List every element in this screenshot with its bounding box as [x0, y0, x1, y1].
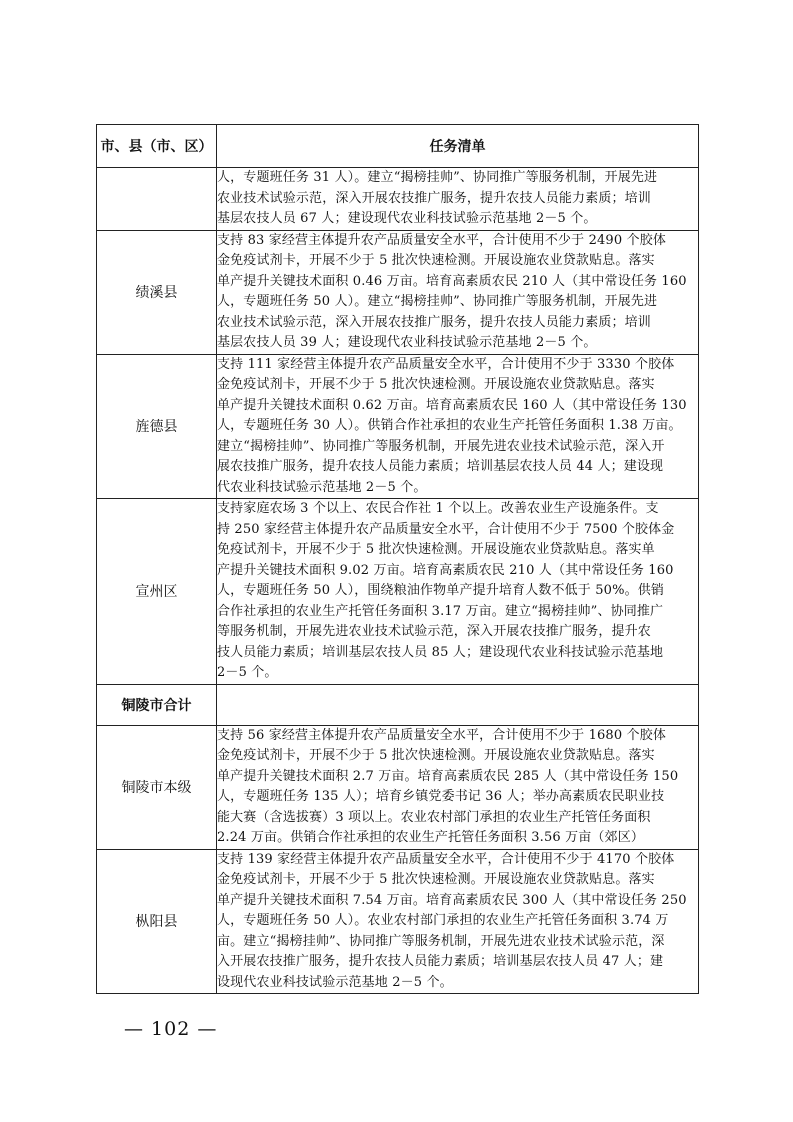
task-line: 设现代农业科技试验示范基地 2－5 个。	[217, 974, 453, 990]
task-line: 入开展农技推广服务，提升农技人员能力素质；培训基层农技人员 47 人；建	[217, 954, 664, 969]
task-line: 能大赛（含选拔赛）3 项以上。农业农村部门承担的农业生产托管任务面积	[217, 809, 651, 825]
tasks-cell	[217, 168, 699, 231]
table-row	[97, 230, 699, 354]
region-cell: 枞阳县	[97, 849, 217, 994]
region-cell	[97, 168, 217, 231]
task-line: 人，专题班任务 50 人），围绕粮油作物单产提升培育人数不低于 50%。供销	[217, 583, 665, 598]
subtotal-tasks-cell	[217, 684, 699, 725]
task-line: 基层农技人员 39 人；建设现代农业科技试验示范基地 2－5 个。	[217, 335, 597, 350]
task-line: 亩。建立“揭榜挂帅”、协同推广等服务机制，开展先进农业技术试验示范，深	[217, 933, 665, 949]
region-cell: 旌德县	[97, 354, 217, 499]
task-line: 免疫试剂卡，开展不少于 5 批次快速检测。开展设施农业贷款贴息。落实单	[217, 542, 655, 557]
task-line: 人，专题班任务 135 人）；培育乡镇党委书记 36 人；举办高素质农民职业技	[217, 789, 665, 804]
task-line: 人，专题班任务 30 人）。供销合作社承担的农业生产托管任务面积 1.38 万亩。	[217, 418, 682, 433]
region-column-header: 市、县（市、区）	[97, 125, 217, 168]
table-row	[97, 725, 699, 849]
task-line: 农业技术试验示范，深入开展农技推广服务，提升农技人员能力素质；培训	[217, 314, 651, 330]
task-line: 金免疫试剂卡，开展不少于 5 批次快速检测。开展设施农业贷款贴息。落实	[217, 377, 655, 392]
task-list-table	[96, 124, 699, 994]
table-row	[97, 849, 699, 994]
page-number: — 102 —	[124, 1018, 218, 1040]
table-row	[97, 354, 699, 499]
task-line: 建立“揭榜挂帅”、协同推广等服务机制，开展先进农业技术试验示范，深入开	[217, 438, 665, 454]
task-line: 2.24 万亩。供销合作社承担的农业生产托管任务面积 3.56 万亩（郊区）	[217, 830, 644, 845]
task-line: 代农业科技试验示范基地 2－5 个。	[217, 479, 427, 495]
table-header-row	[97, 125, 699, 168]
subtotal-row	[97, 684, 699, 725]
task-line: 持 250 家经营主体提升农产品质量安全水平，合计使用不少于 7500 个胶体金	[217, 521, 675, 537]
task-line: 金免疫试剂卡，开展不少于 5 批次快速检测。开展设施农业贷款贴息。落实	[217, 872, 655, 887]
tasks-cell	[217, 230, 699, 354]
tasks-cell	[217, 849, 699, 994]
task-line: 金免疫试剂卡，开展不少于 5 批次快速检测。开展设施农业贷款贴息。落实	[217, 748, 655, 763]
task-line: 技人员能力素质；培训基层农技人员 85 人；建设现代农业科技试验示范基地	[217, 644, 664, 660]
task-line: 单产提升关键技术面积 2.7 万亩。培育高素质农民 285 人（其中常设任务 150	[217, 768, 679, 784]
tasks-cell	[217, 725, 699, 849]
task-line: 人，专题班任务 50 人）。建立“揭榜挂帅”、协同推广等服务机制，开展先进	[217, 294, 658, 309]
task-line: 等服务机制，开展先进农业技术试验示范，深入开展农技推广服务，提升农	[217, 624, 651, 639]
task-line: 支持 83 家经营主体提升农产品质量安全水平，合计使用不少于 2490 个胶体	[217, 232, 667, 248]
task-line: 合作社承担的农业生产托管任务面积 3.17 万亩。建立“揭榜挂帅”、协同推广	[217, 603, 664, 619]
subtotal-label: 铜陵市合计	[97, 684, 217, 725]
task-line: 单产提升关键技术面积 0.62 万亩。培育高素质农民 160 人（其中常设任务 130	[217, 397, 687, 413]
task-line: 支持 56 家经营主体提升农产品质量安全水平，合计使用不少于 1680 个胶体	[217, 727, 667, 743]
task-line: 支持 139 家经营主体提升农产品质量安全水平，合计使用不少于 4170 个胶体	[217, 851, 675, 867]
task-line: 农业技术试验示范，深入开展农技推广服务，提升农技人员能力素质；培训	[217, 190, 651, 206]
tasks-cell	[217, 354, 699, 499]
task-line: 单产提升关键技术面积 0.46 万亩。培育高素质农民 210 人（其中常设任务 160	[217, 273, 687, 289]
task-line: 2－5 个。	[217, 665, 278, 680]
region-cell: 宣州区	[97, 499, 217, 685]
tasks-cell	[217, 499, 699, 685]
task-line: 金免疫试剂卡，开展不少于 5 批次快速检测。开展设施农业贷款贴息。落实	[217, 253, 655, 268]
table-row	[97, 168, 699, 231]
task-line: 产提升关键技术面积 9.02 万亩。培育高素质农民 210 人（其中常设任务 160	[217, 562, 674, 578]
tasks-column-header: 任务清单	[217, 125, 699, 168]
task-line: 支持 111 家经营主体提升农产品质量安全水平，合计使用不少于 3330 个胶体	[217, 356, 675, 372]
task-line: 支持家庭农场 3 个以上、农民合作社 1 个以上。改善农业生产设施条件。支	[217, 501, 659, 516]
task-line: 人，专题班任务 31 人）。建立“揭榜挂帅”、协同推广等服务机制，开展先进	[217, 170, 658, 185]
task-line: 单产提升关键技术面积 7.54 万亩。培育高素质农民 300 人（其中常设任务 250	[217, 892, 687, 908]
region-cell: 绩溪县	[97, 230, 217, 354]
task-line: 展农技推广服务，提升农技人员能力素质；培训基层农技人员 44 人；建设现	[217, 459, 664, 474]
task-line: 基层农技人员 67 人；建设现代农业科技试验示范基地 2－5 个。	[217, 211, 597, 226]
task-line: 人，专题班任务 50 人）。农业农村部门承担的农业生产托管任务面积 3.74 万	[217, 913, 669, 928]
table-row	[97, 499, 699, 685]
region-cell: 铜陵市本级	[97, 725, 217, 849]
